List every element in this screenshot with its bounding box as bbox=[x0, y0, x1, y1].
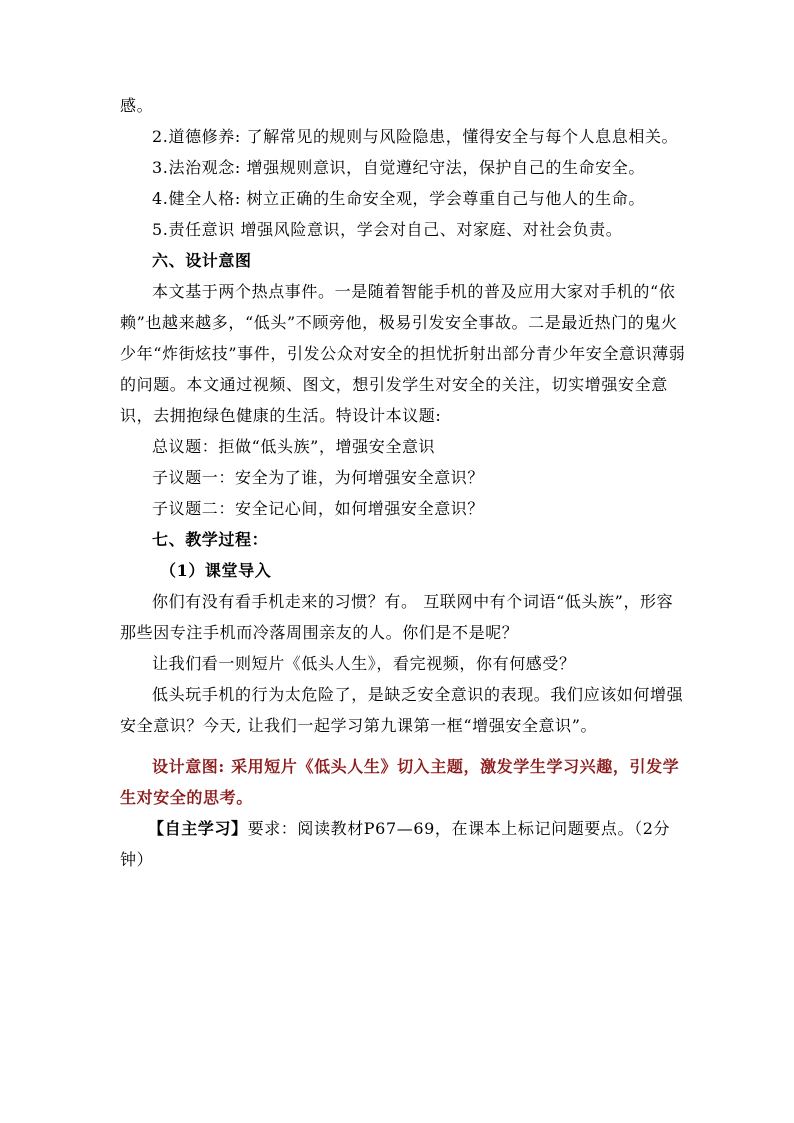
paragraph-continuation: 感。 bbox=[120, 96, 154, 115]
paragraph-rule-of-law: 3.法治观念: 增强规则意识，自觉遵纪守法，保护自己的生命安全。 bbox=[152, 158, 645, 177]
paragraph-intro-question: 你们有没有看手机走来的习惯？有。 互联网中有个词语“低头族”，形容那些因专注手机而冷落周围亲友的人。你们是不是呢？ bbox=[120, 592, 674, 642]
subheading-class-intro: （1）课堂导入 bbox=[160, 561, 272, 580]
paragraph-subtopic-two: 子议题二：安全记心间，如何增强安全意识？ bbox=[152, 499, 485, 518]
paragraph-moral-cultivation: 2.道德修养: 了解常见的规则与风险隐患，懂得安全与每个人息息相关。 bbox=[152, 127, 679, 146]
paragraph-subtopic-one: 子议题一：安全为了谁，为何增强安全意识？ bbox=[152, 468, 485, 487]
design-intent-note: 设计意图: 采用短片《低头人生》切入主题，激发学生学习兴趣，引发学生对安全的思考。 bbox=[120, 757, 680, 807]
paragraph-sound-personality: 4.健全人格: 树立正确的生命安全观，学会尊重自己与他人的生命。 bbox=[152, 189, 645, 208]
paragraph-video-prompt: 让我们看一则短片《低头人生》，看完视频，你有何感受？ bbox=[152, 654, 576, 673]
document-body bbox=[120, 90, 686, 875]
paragraph-responsibility: 5.责任意识 增强风险意识，学会对自己、对家庭、对社会负责。 bbox=[152, 220, 623, 239]
self-study-label: 【自主学习】 bbox=[148, 819, 248, 838]
section-heading-teaching-process: 七、教学过程： bbox=[152, 530, 269, 549]
paragraph-design-intent: 本文基于两个热点事件。一是随着智能手机的普及应用大家对手机的“依赖”也越来越多，“低头”不顾旁他，极易引发安全事故。二是最近热门的鬼火少年“炸街炫技”事件，引发公众对安全的担忧折射出部分青少年安全意识薄弱的问题。本文通过视频、图文，想引发学生对安全的关注，切实增强安全意识，去拥抱绿色健康的生活。特设计本议题: bbox=[120, 282, 686, 425]
section-heading-design-intent: 六、设计意图 bbox=[152, 251, 252, 270]
self-study-text: 要求：阅读教材P67—69，在课本上标记问题要点。（2分钟） bbox=[120, 819, 671, 869]
paragraph-lesson-lead-in: 低头玩手机的行为太危险了，是缺乏安全意识的表现。我们应该如何增强安全意识？今天, 让我们一起学习第九课第一框“增强安全意识”。 bbox=[120, 685, 684, 735]
paragraph-main-topic: 总议题：拒做“低头族”，增强安全意识 bbox=[152, 437, 436, 456]
self-study-task bbox=[120, 813, 686, 875]
